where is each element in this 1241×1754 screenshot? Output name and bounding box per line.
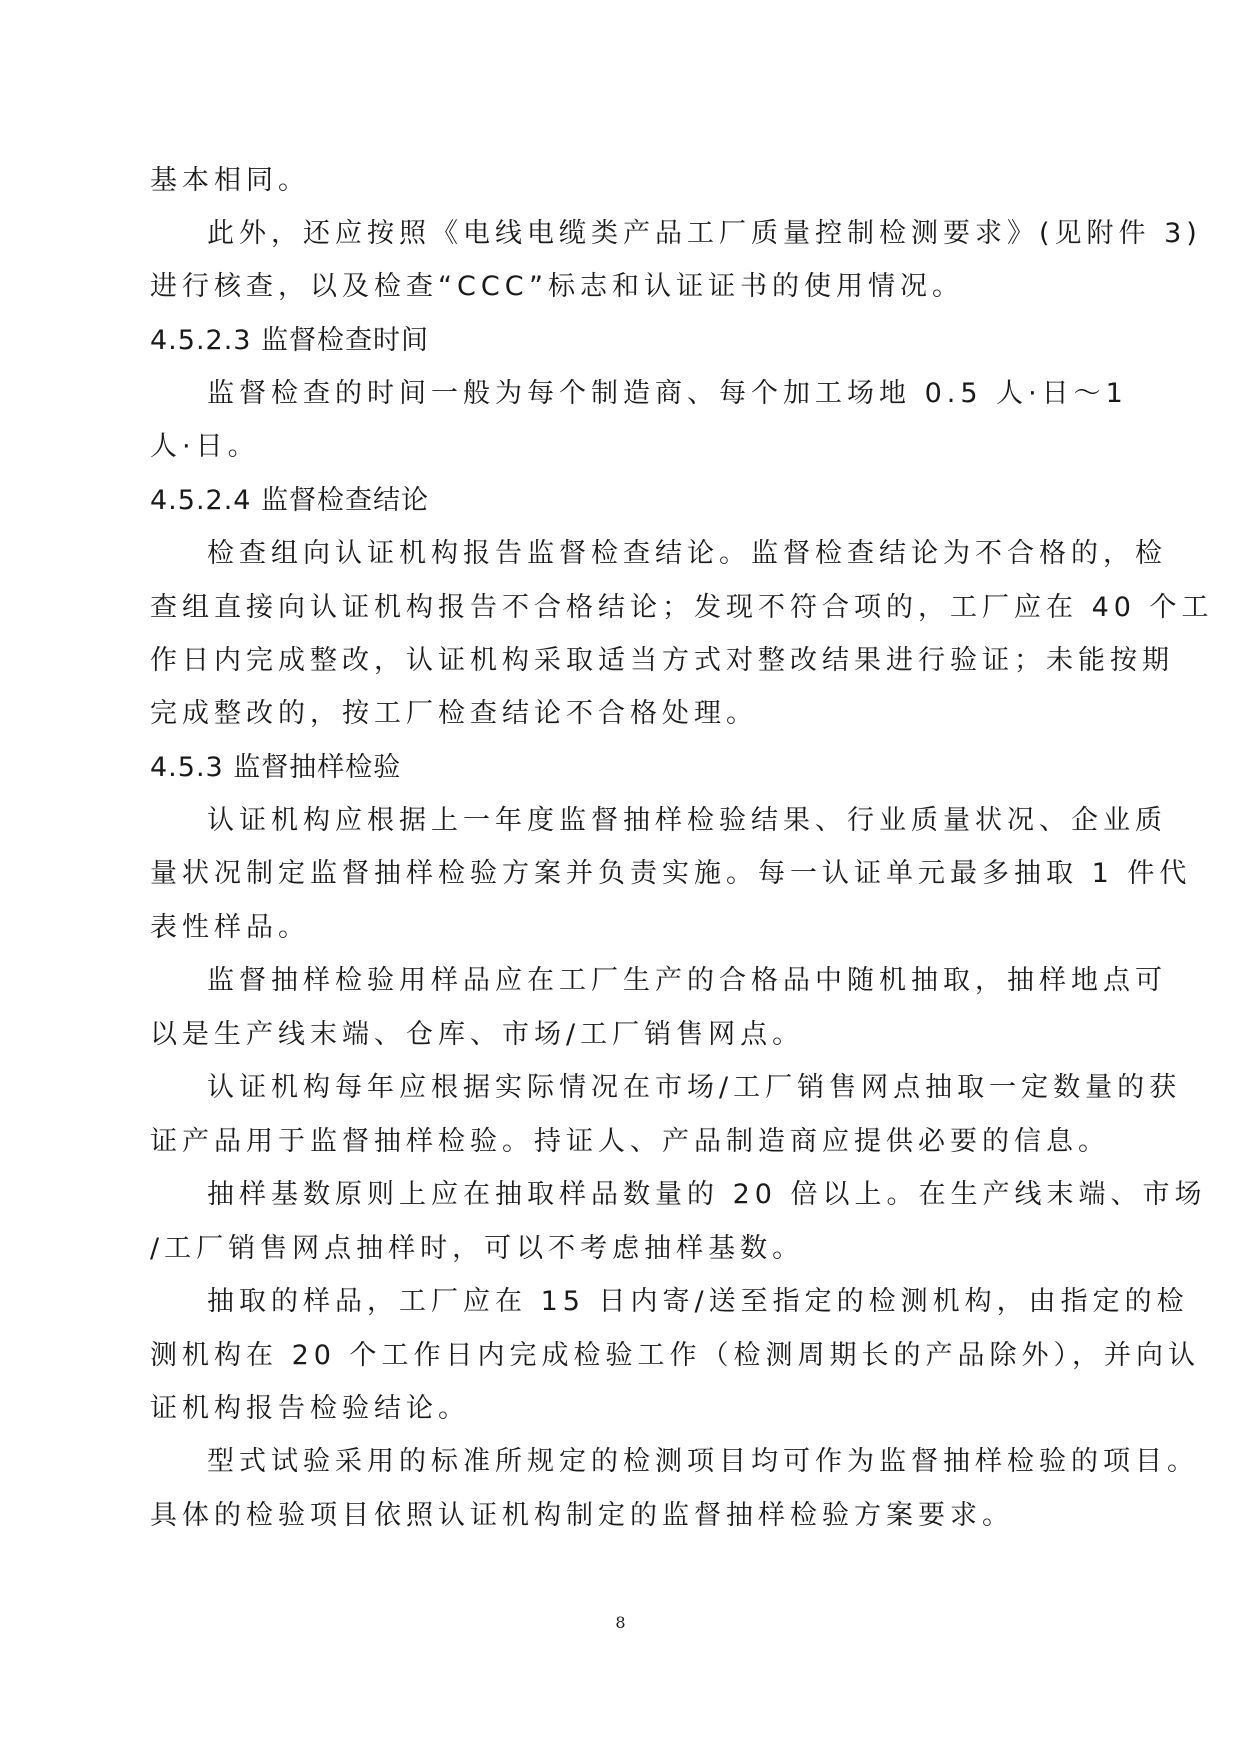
text-line: 完成整改的，按工厂检查结论不合格处理。 <box>150 698 758 729</box>
text-line: 认证机构应根据上一年度监督抽样检验结果、行业质量状况、企业质 <box>207 805 1167 836</box>
page-number: 8 <box>615 1613 626 1632</box>
text-line: 证产品用于监督抽样检验。持证人、产品制造商应提供必要的信息。 <box>150 1126 1110 1157</box>
text-line: 具体的检验项目依照认证机构制定的监督抽样检验方案要求。 <box>150 1500 1014 1531</box>
text-line: 检查组向认证机构报告监督检查结论。监督检查结论为不合格的，检 <box>207 538 1167 569</box>
text-line: 抽取的样品，工厂应在 15 日内寄/送至指定的检测机构，由指定的检 <box>207 1286 1189 1317</box>
text-line: 型式试验采用的标准所规定的检测项目均可作为监督抽样检验的项目。 <box>207 1446 1199 1477</box>
text-line: 查组直接向认证机构报告不合格结论；发现不符合项的，工厂应在 40 个工 <box>150 592 1214 623</box>
section-heading: 4.5.3 监督抽样检验 <box>150 752 402 783</box>
text-line: 以是生产线末端、仓库、市场/工厂销售网点。 <box>150 1019 805 1050</box>
text-line: 监督抽样检验用样品应在工厂生产的合格品中随机抽取，抽样地点可 <box>207 965 1167 996</box>
text-line: 进行核查，以及检查“CCC”标志和认证证书的使用情况。 <box>150 271 965 302</box>
text-line: 证机构报告检验结论。 <box>150 1393 470 1424</box>
section-heading: 4.5.2.3 监督检查时间 <box>150 325 430 356</box>
text-line: 人·日。 <box>150 431 260 462</box>
text-line: 测机构在 20 个工作日内完成检验工作（检测周期长的产品除外），并向认 <box>150 1340 1201 1371</box>
text-line: 抽样基数原则上应在抽取样品数量的 20 倍以上。在生产线末端、市场 <box>207 1179 1207 1210</box>
text-line: 认证机构每年应根据实际情况在市场/工厂销售网点抽取一定数量的获 <box>207 1072 1182 1103</box>
section-heading: 4.5.2.4 监督检查结论 <box>150 485 430 516</box>
text-line: 量状况制定监督抽样检验方案并负责实施。每一认证单元最多抽取 1 件代 <box>150 858 1192 889</box>
text-line: 作日内完成整改，认证机构采取适当方式对整改结果进行验证；未能按期 <box>150 645 1174 676</box>
text-line: 基本相同。 <box>150 165 310 196</box>
text-line: /工厂销售网点抽样时，可以不考虑抽样基数。 <box>150 1233 805 1264</box>
text-line: 此外，还应按照《电线电缆类产品工厂质量控制检测要求》(见附件 3) <box>207 218 1202 249</box>
text-line: 监督检查的时间一般为每个制造商、每个加工场地 0.5 人·日～1 <box>207 378 1128 409</box>
text-line: 表性样品。 <box>150 912 310 943</box>
